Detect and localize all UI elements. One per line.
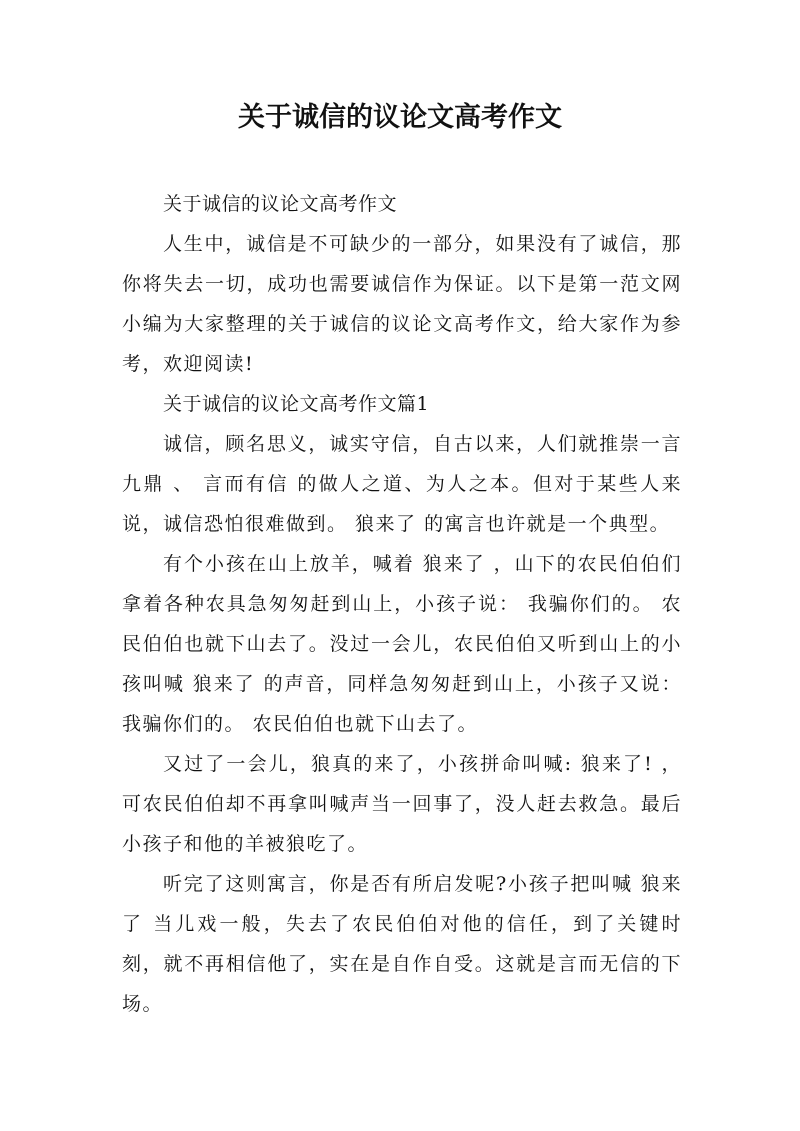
body-heading: 关于诚信的议论文高考作文 [163,193,398,215]
body-paragraph: 诚信，顾名思义，诚实守信，自古以来，人们就推崇一言九鼎 、 言而有信 的做人之道、为人之本。但对于某些人来说，诚信恐怕很难做到。 狼来了 的寓言也许就是一个典型。 [122,433,682,535]
body-paragraph: 有个小孩在山上放羊，喊着 狼来了 ，山下的农民伯伯们拿着各种农具急匆匆赶到山上，小孩子说： 我骗你们的。 农民伯伯也就下山去了。没过一会儿，农民伯伯又听到山上的小孩叫喊 狼来了 的声音，同样急匆匆赶到山上，小孩子又说： 我骗你们的。 农民伯伯也就下山去了。 [122,553,682,735]
document-body [122,184,682,1024]
body-paragraph: 又过了一会儿，狼真的来了，小孩拼命叫喊: 狼来了! ，可农民伯伯却不再拿叫喊声当一回事了，没人赶去救急。最后小孩子和他的羊被狼吃了。 [122,753,682,855]
document-title: 关于诚信的议论文高考作文 [238,102,562,133]
body-paragraph: 听完了这则寓言，你是否有所启发呢?小孩子把叫喊 狼来了 当儿戏一般，失去了农民伯伯对他的信任，到了关键时刻，就不再相信他了，实在是自作自受。这就是言而无信的下场。 [122,873,682,1015]
intro-paragraph: 人生中，诚信是不可缺少的一部分，如果没有了诚信，那你将失去一切，成功也需要诚信作为保证。以下是第一范文网小编为大家整理的关于诚信的议论文高考作文，给大家作为参考，欢迎阅读! [122,233,682,375]
section-heading: 关于诚信的议论文高考作文篇1 [163,393,430,415]
